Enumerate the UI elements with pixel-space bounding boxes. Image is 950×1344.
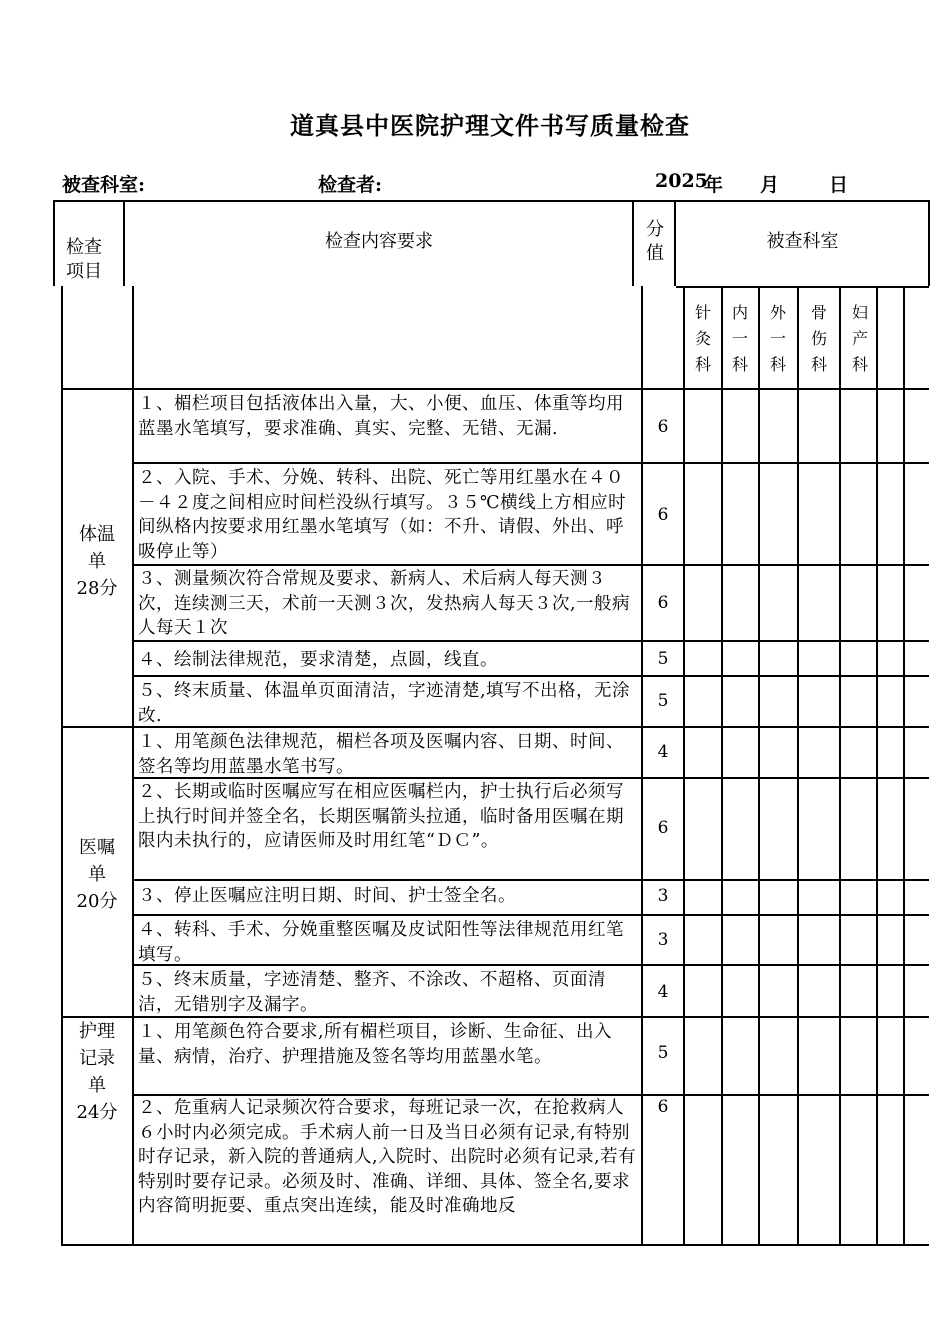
- grid-row-sep-8: [132, 964, 929, 966]
- grid-dept-col-0: [721, 286, 723, 1246]
- dept-acupuncture: 针 灸 科: [694, 303, 711, 374]
- row-3-text: ３、测量频次符合常规及要求、新病人、术后病人每天测３次，连续测三天，术前一天测３次，发热病人每天３次,一般病人每天１次: [138, 569, 631, 638]
- grid-top: [53, 200, 929, 202]
- row-9-score: 3: [657, 930, 669, 950]
- grid-row-sep-6: [132, 879, 929, 881]
- row-7-text: ２、长期或临时医嘱应写在相应医嘱栏内，护士执行后必须写上执行时间并签全名，长期医嘱箭头拉通，临时备用医嘱在期限内未执行的，应请医师及时用红笔“ＤＣ”。: [138, 782, 624, 851]
- grid-row-sep-10: [132, 1094, 929, 1096]
- row-10-score: 4: [657, 982, 669, 1002]
- row-2-score: 6: [657, 505, 669, 525]
- year-value: 2025: [655, 170, 708, 192]
- grid-dept-col-3: [839, 286, 841, 1246]
- grid-dept-col-5: [903, 286, 905, 1246]
- grid-row-sep-4: [132, 726, 929, 728]
- grid-row-sep-5: [132, 777, 929, 779]
- row-11-text: １、用笔颜色符合要求,所有楣栏项目，诊断、生命征、出入量、病情，治疗、护理措施及签名等均用蓝墨水笔。: [138, 1022, 613, 1067]
- row-8-text: ３、停止医嘱应注明日期、时间、护士签全名。: [138, 886, 516, 906]
- row-4-text: ４、绘制法律规范，要求清楚，点圆，线直。: [138, 650, 498, 670]
- grid-left-body: [61, 286, 63, 1246]
- row-8-score: 3: [657, 886, 669, 906]
- grid-content-col-header: [632, 200, 634, 286]
- row-9-text: ４、转科、手术、分娩重整医嘱及皮试阳性等法律规范用红笔填写。: [138, 920, 624, 965]
- row-6-score: 4: [657, 742, 669, 762]
- header-item-column: 检查 项目: [66, 237, 102, 282]
- grid-row-sep-2: [132, 640, 929, 642]
- month-char: 月: [760, 174, 780, 196]
- row-3-score: 6: [657, 593, 669, 613]
- grid-item-col-header: [123, 200, 125, 286]
- grid-bottom: [61, 1244, 929, 1246]
- day-char: 日: [829, 174, 849, 196]
- row-1-text: １、楣栏项目包括液体出入量，大、小便、血压、体重等均用蓝墨水笔填写，要求准确、真实、完整、无错、无漏.: [138, 394, 624, 439]
- grid-group-sep-1: [61, 726, 133, 728]
- grid-score-col-body: [683, 286, 685, 1246]
- row-1-score: 6: [657, 417, 669, 437]
- row-4-score: 5: [657, 649, 669, 669]
- group-doctor-orders: 医嘱 单 20分: [76, 837, 118, 912]
- dept-label: 被查科室:: [62, 174, 146, 196]
- grid-row-sep-9: [132, 1016, 929, 1018]
- dept-obstetrics: 妇 产 科: [851, 303, 868, 374]
- row-2-text: ２、入院、手术、分娩、转科、出院、死亡等用红墨水在４０－４２度之间相应时间栏没纵行填写。３５℃横线上方相应时间纵格内按要求用红墨水笔填写（如：不升、请假、外出、呼吸停止等）: [138, 468, 627, 562]
- grid-score-col-header: [674, 200, 676, 286]
- row-5-score: 5: [657, 691, 669, 711]
- row-12-score: 6: [657, 1097, 669, 1117]
- grid-row-sep-1: [132, 564, 929, 566]
- grid-left-header: [53, 200, 55, 286]
- row-6-text: １、用笔颜色法律规范，楣栏各项及医嘱内容、日期、时间、签名等均用蓝墨水笔书写。: [138, 732, 624, 777]
- year-char: 年: [704, 174, 724, 196]
- grid-dept-col-1: [758, 286, 760, 1246]
- grid-dept-col-4: [876, 286, 878, 1246]
- grid-group-sep-2: [61, 1016, 133, 1018]
- grid-row-sep-3: [132, 675, 929, 677]
- row-12-text: ２、危重病人记录频次符合要求，每班记录一次，在抢救病人６小时内必须完成。手术病人前一日及当日必须有记录,有特别时存记录，新入院的普通病人,入院时、出院时必须有记录,若有特别时要存记录。必须及时、准确、详细、具体、签全名,要求内容简明扼要、重点突出连续，能及时准确地反: [138, 1098, 637, 1216]
- row-7-score: 6: [657, 818, 669, 838]
- group-temperature-chart: 体温 单 28分: [76, 524, 118, 599]
- grid-content-col-body: [641, 286, 643, 1246]
- row-11-score: 5: [657, 1043, 669, 1063]
- grid-header-bottom: [61, 388, 929, 390]
- header-score-column: 分 值: [646, 219, 664, 264]
- grid-item-col-body: [132, 286, 134, 1246]
- header-dept-column: 被查科室: [766, 231, 839, 252]
- header-content-column: 检查内容要求: [325, 231, 433, 252]
- dept-orthopedics: 骨 伤 科: [810, 303, 827, 374]
- page-title: 道真县中医院护理文件书写质量检查: [290, 111, 690, 140]
- dept-surgery-1: 外 一 科: [769, 303, 786, 374]
- row-10-text: ５、终末质量，字迹清楚、整齐、不涂改、不超格、页面清洁，无错别字及漏字。: [138, 970, 606, 1015]
- grid-dept-col-2: [797, 286, 799, 1246]
- dept-internal-1: 内 一 科: [731, 303, 748, 374]
- grid-row-sep-0: [132, 462, 929, 464]
- inspector-label: 检查者:: [318, 174, 383, 196]
- grid-right-header: [928, 200, 930, 286]
- group-nursing-record: 护理 记录 单 24分: [76, 1021, 118, 1123]
- row-5-text: ５、终末质量、体温单页面清洁，字迹清楚,填写不出格，无涂改.: [138, 681, 631, 726]
- grid-row-sep-7: [132, 914, 929, 916]
- grid-dept-header-bottom: [676, 286, 929, 288]
